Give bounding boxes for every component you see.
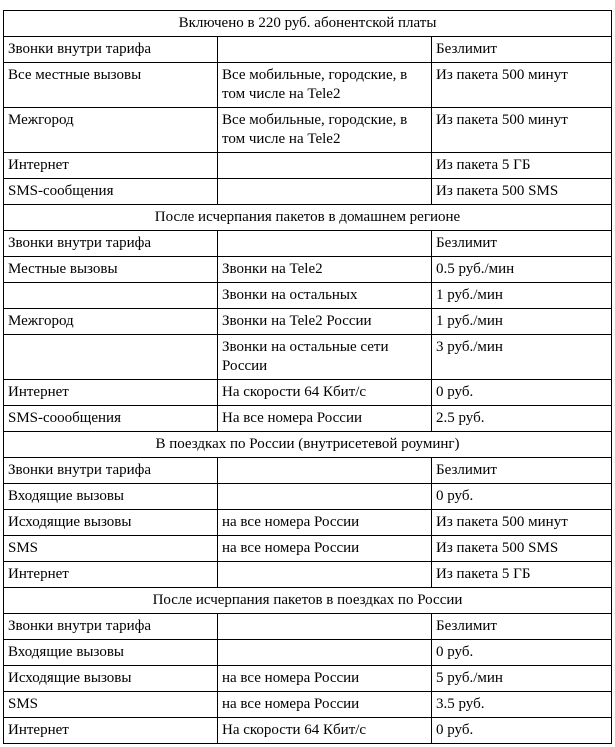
table-row: [4, 63, 612, 108]
price-cell: 2.5 руб.: [432, 406, 612, 432]
section-title: Включено в 220 руб. абонентской платы: [4, 11, 612, 37]
condition-cell: [218, 153, 432, 179]
service-cell: [4, 283, 218, 309]
condition-cell: на все номера России: [218, 536, 432, 562]
table-row: [4, 666, 612, 692]
price-cell: 3.5 руб.: [432, 692, 612, 718]
service-cell: Звонки внутри тарифа: [4, 458, 218, 484]
price-cell: 0 руб.: [432, 484, 612, 510]
condition-cell: На скорости 64 Кбит/с: [218, 718, 432, 744]
service-cell: Исходящие вызовы: [4, 666, 218, 692]
service-cell: SMS-сообщения: [4, 179, 218, 205]
service-cell: Входящие вызовы: [4, 640, 218, 666]
section-header-row: [4, 588, 612, 614]
price-cell: Из пакета 500 SMS: [432, 179, 612, 205]
condition-cell: Все мобильные, городские, в том числе на Tele2: [218, 108, 432, 153]
price-cell: Из пакета 500 минут: [432, 108, 612, 153]
condition-cell: На скорости 64 Кбит/с: [218, 380, 432, 406]
condition-cell: [218, 37, 432, 63]
tariff-table-body: [4, 11, 612, 744]
service-cell: Межгород: [4, 309, 218, 335]
condition-cell: Звонки на Tele2 России: [218, 309, 432, 335]
condition-cell: Звонки на остальные сети России: [218, 335, 432, 380]
condition-cell: на все номера России: [218, 692, 432, 718]
table-row: [4, 406, 612, 432]
condition-cell: На все номера России: [218, 406, 432, 432]
price-cell: Из пакета 500 минут: [432, 510, 612, 536]
condition-cell: на все номера России: [218, 666, 432, 692]
table-row: [4, 510, 612, 536]
table-row: [4, 640, 612, 666]
price-cell: 1 руб./мин: [432, 309, 612, 335]
condition-cell: [218, 484, 432, 510]
service-cell: Все местные вызовы: [4, 63, 218, 108]
price-cell: Безлимит: [432, 231, 612, 257]
table-row: [4, 562, 612, 588]
price-cell: Из пакета 500 минут: [432, 63, 612, 108]
service-cell: Интернет: [4, 153, 218, 179]
service-cell: Местные вызовы: [4, 257, 218, 283]
condition-cell: [218, 179, 432, 205]
price-cell: Безлимит: [432, 614, 612, 640]
condition-cell: Звонки на Tele2: [218, 257, 432, 283]
service-cell: [4, 335, 218, 380]
price-cell: Из пакета 5 ГБ: [432, 153, 612, 179]
service-cell: Звонки внутри тарифа: [4, 231, 218, 257]
price-cell: 0 руб.: [432, 718, 612, 744]
service-cell: Интернет: [4, 562, 218, 588]
service-cell: Межгород: [4, 108, 218, 153]
section-title: После исчерпания пакетов в поездках по России: [4, 588, 612, 614]
table-row: [4, 536, 612, 562]
section-header-row: [4, 11, 612, 37]
section-title: В поездках по России (внутрисетевой роуминг): [4, 432, 612, 458]
price-cell: Безлимит: [432, 37, 612, 63]
section-header-row: [4, 432, 612, 458]
condition-cell: [218, 231, 432, 257]
price-cell: 1 руб./мин: [432, 283, 612, 309]
condition-cell: [218, 614, 432, 640]
price-cell: 0.5 руб./мин: [432, 257, 612, 283]
table-row: [4, 692, 612, 718]
table-row: [4, 718, 612, 744]
tariff-table: [3, 10, 612, 744]
service-cell: Входящие вызовы: [4, 484, 218, 510]
table-row: [4, 458, 612, 484]
condition-cell: [218, 458, 432, 484]
service-cell: Звонки внутри тарифа: [4, 37, 218, 63]
section-title: После исчерпания пакетов в домашнем регионе: [4, 205, 612, 231]
table-row: [4, 179, 612, 205]
condition-cell: на все номера России: [218, 510, 432, 536]
price-cell: Безлимит: [432, 458, 612, 484]
service-cell: Исходящие вызовы: [4, 510, 218, 536]
table-row: [4, 309, 612, 335]
condition-cell: Все мобильные, городские, в том числе на Tele2: [218, 63, 432, 108]
service-cell: SMS: [4, 692, 218, 718]
price-cell: 0 руб.: [432, 640, 612, 666]
table-row: [4, 231, 612, 257]
table-row: [4, 380, 612, 406]
price-cell: Из пакета 5 ГБ: [432, 562, 612, 588]
table-row: [4, 257, 612, 283]
table-row: [4, 283, 612, 309]
price-cell: 5 руб./мин: [432, 666, 612, 692]
price-cell: 3 руб./мин: [432, 335, 612, 380]
section-header-row: [4, 205, 612, 231]
service-cell: Звонки внутри тарифа: [4, 614, 218, 640]
table-row: [4, 484, 612, 510]
table-row: [4, 335, 612, 380]
service-cell: Интернет: [4, 380, 218, 406]
condition-cell: [218, 640, 432, 666]
price-cell: 0 руб.: [432, 380, 612, 406]
service-cell: Интернет: [4, 718, 218, 744]
condition-cell: [218, 562, 432, 588]
service-cell: SMS: [4, 536, 218, 562]
table-row: [4, 614, 612, 640]
price-cell: Из пакета 500 SMS: [432, 536, 612, 562]
table-row: [4, 108, 612, 153]
table-row: [4, 37, 612, 63]
condition-cell: Звонки на остальных: [218, 283, 432, 309]
service-cell: SMS-соообщения: [4, 406, 218, 432]
table-row: [4, 153, 612, 179]
